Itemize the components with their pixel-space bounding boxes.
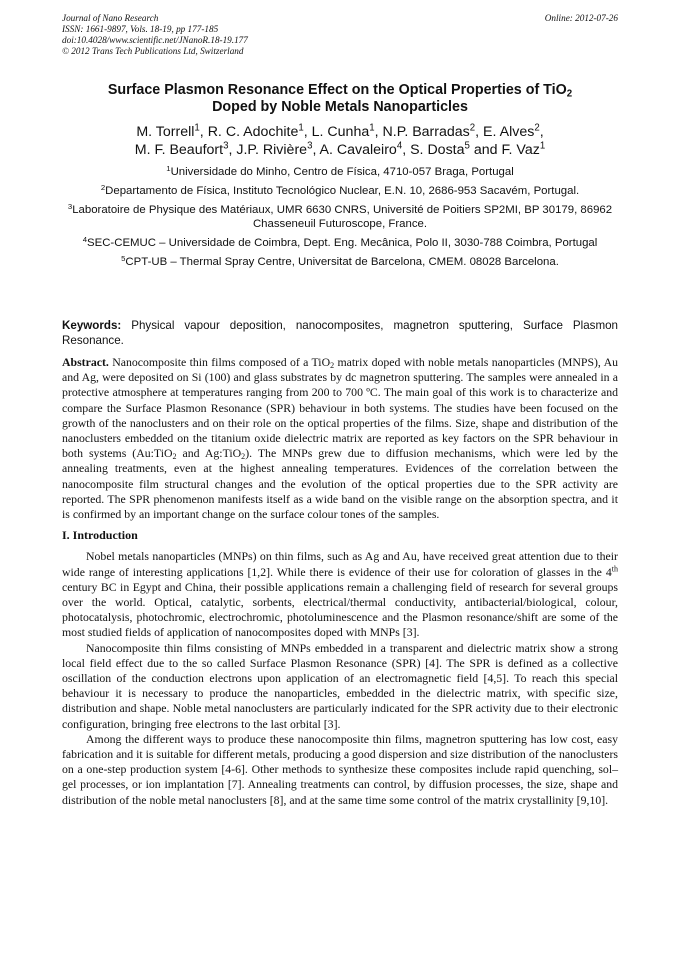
- author-list: [62, 123, 618, 159]
- title-line-1: Surface Plasmon Resonance Effect on the Optical Properties of TiO$_2$: [107, 82, 573, 100]
- author: F. Vaz$^1$: [501, 140, 546, 158]
- journal-info: [62, 13, 618, 57]
- author: M. F. Beaufort$^3$,: [134, 140, 237, 158]
- author: R. C. Adochite$^1$,: [207, 122, 312, 140]
- author: N.P. Barradas$^2$,: [382, 122, 484, 140]
- affiliation: $^1$Universidade do Minho, Centro de Física, 4710-057 Braga, Portugal: [166, 163, 514, 178]
- author: E. Alves$^2$,: [483, 122, 544, 140]
- author: M. Torrell$^1$,: [136, 122, 208, 140]
- affiliation: $^2$Departamento de Física, Instituto Tecnológico Nuclear, E.N. 10, 2686-953 Sacavém, Portugal.: [100, 182, 580, 197]
- journal-issn: ISSN: 1661-9897, Vols. 18-19, pp 177-185: [62, 24, 219, 34]
- author: L. Cunha$^1$,: [311, 122, 383, 140]
- journal-doi: doi:10.4028/www.scientific.net/JNanoR.18-19.177: [62, 35, 248, 45]
- author: A. Cavaleiro$^4$,: [319, 140, 411, 158]
- journal-header: [62, 13, 618, 57]
- journal-copyright: © 2012 Trans Tech Publications Ltd, Switzerland: [62, 46, 244, 56]
- keywords-label: Keywords:: [62, 319, 122, 332]
- keywords: [62, 318, 618, 348]
- affiliation: $^4$SEC-CEMUC – Universidade de Coimbra, Dept. Eng. Mecânica, Polo II, 3030-788 Coimbra, Portugal: [82, 234, 598, 249]
- intro-paragraph: Among the different ways to produce these nanocomposite thin films, magnetron sputtering has low cost, easy fabrication and it is suitable for different metals, producing a good dispersion and size distribution of the nanoclusters on a one-step production system [4-6]. Other methods to synthesize these composites include rapid quenching, sol–gel processes, or ion implantation [7]. Annealing treatments can control, by diffusion processes, the size, shape and distribution of the noble metal nanoclusters [8], and at the same time some control of the matrix crystallinity [9,10].: [62, 731, 618, 807]
- paper-body: [62, 355, 618, 808]
- affiliation: $^3$Laboratoire de Physique des Matériaux, UMR 6630 CNRS, Université de Poitiers SP2MI, BP 30179, 86962 Chasseneuil Futuroscope, France.: [67, 201, 613, 230]
- affiliation-list: [62, 165, 618, 274]
- author: J.P. Rivière$^3$,: [236, 140, 320, 158]
- keywords-text: Physical vapour deposition, nanocomposites, magnetron sputtering, Surface Plasmon Resonance.: [62, 319, 618, 347]
- online-date: Online: 2012-07-26: [544, 13, 618, 23]
- author: S. Dosta$^5$ and: [410, 140, 502, 158]
- author-line-1: [62, 123, 618, 141]
- section-heading: I. Introduction: [62, 528, 138, 543]
- title-line-2: Doped by Noble Metals Nanoparticles: [212, 99, 468, 115]
- journal-name: Journal of Nano Research: [62, 13, 159, 23]
- abstract: Abstract. Nanocomposite thin films composed of a TiO$_2$ matrix doped with noble metals nanoparticles (MNPS), Au and Ag, were deposited on Si (100) and glass substrates by dc magnetron sputtering. The samples were annealed in a protective atmosphere at temperatures ranging from 200 to 700 ºC. The main goal of this work is to characterize and compare the Surface Plasmon Resonance (SPR) behaviour in both systems. The studies have been focused on the growth of the nanoclusters and on their role on the optical properties of the films. Size, shape and distribution of the nanoclusters embedded on the titanium oxide dielectric matrix are reported as key factors on the SPR behaviour in both systems (Au:TiO$_2$ and Ag:TiO$_2$). The MNPs grew due to diffusion mechanisms, which were led by the annealing treatments, even at the highest annealing temperatures. Evidences of the correlation between the nanocomposite film structural changes and the evolution of the optical properties due to the SPR activity are reported. The SPR phenomenon manifests itself as a wide band on the visible range on the absorption spectra, and it is confirmed by an important change on the surface colour tones of the samples.: [62, 355, 618, 522]
- abstract-label: Abstract.: [62, 355, 109, 369]
- intro-paragraph: Nanocomposite thin films consisting of MNPs embedded in a transparent and dielectric matrix show a strong local field effect due to the so called Surface Plasmon Resonance (SPR) [4]. The SPR is defined as a collective oscillation of the conduction electrons upon application of an electromagnetic field [4,5]. To reach this special behaviour it is necessary to produce the nanoparticles, embedded in the dielectric matrix, with specific size, distribution and shape. Noble metal nanoclusters are particularly indicated for the SPR activity due to their electronic configuration, bringing free electrons to the last orbital [3].: [62, 640, 618, 731]
- intro-paragraph: Nobel metals nanoparticles (MNPs) on thin films, such as Ag and Au, have received great attention due to their wide range of interesting applications [1,2]. While there is evidence of their use for coloration of glasses in the 4th century BC in Egypt and China, their possible applications remain a challenging field of research for several groups over the world. Optical, catalytic, sorbents, electrical/thermal conductivity, antibacterial/biological, colour, photocatalysis, photochromic, electrochromic, photoluminescence and the Plasmon resonance/shift are some of the most studied fields of application of nanocomposites doped with MNPs [3].: [62, 549, 618, 640]
- affiliation: $^5$CPT-UB – Thermal Spray Centre, Universitat de Barcelona, CMEM. 08028 Barcelona.: [121, 253, 559, 268]
- paper-title: [62, 82, 618, 116]
- author-line-2: [62, 141, 618, 159]
